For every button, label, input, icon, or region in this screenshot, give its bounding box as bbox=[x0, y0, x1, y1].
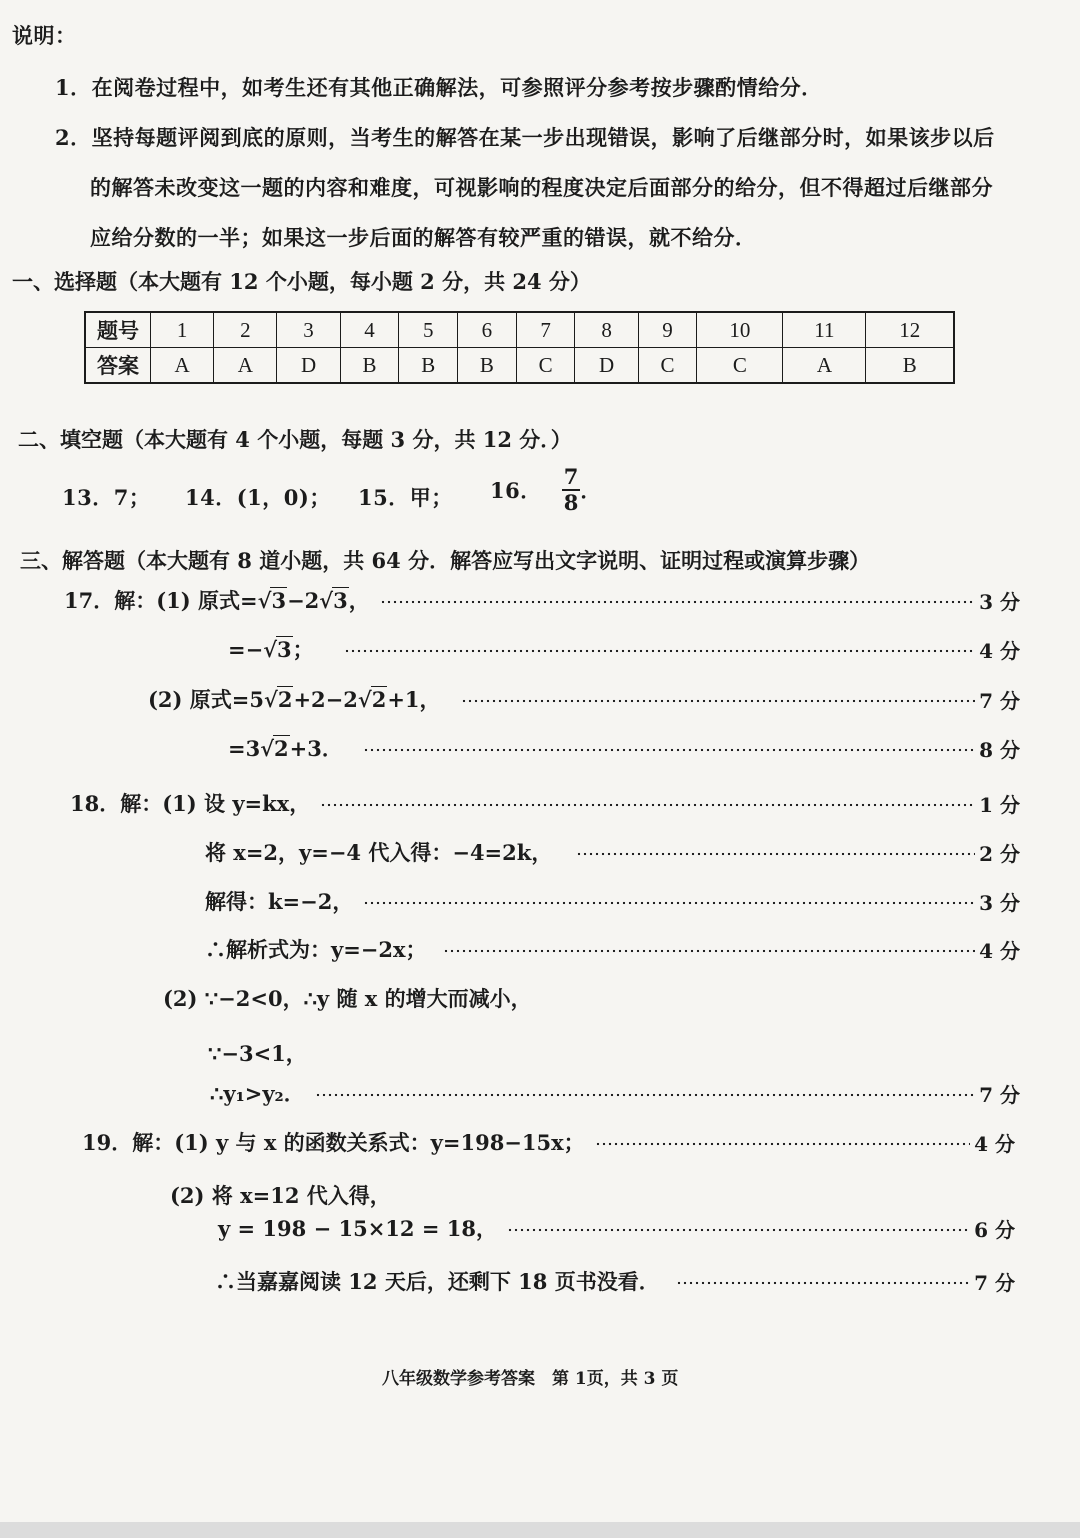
table-row-answers bbox=[85, 348, 954, 384]
page-footer: 八年级数学参考答案 第 1页，共 3 页 bbox=[382, 1369, 679, 1389]
dot-leader bbox=[363, 901, 975, 905]
question-number: 11 bbox=[783, 312, 866, 348]
dot-leader bbox=[380, 600, 975, 604]
q18-expression-6: ∵−3<1， bbox=[208, 1041, 307, 1066]
q18-line-7 bbox=[210, 1078, 1020, 1108]
answer-cell: D bbox=[575, 348, 638, 384]
table-row-question-numbers bbox=[85, 312, 954, 348]
answer-cell: B bbox=[458, 348, 517, 384]
section-1-title: 一、选择题（本大题有 12 个小题，每小题 2 分，共 24 分） bbox=[12, 269, 591, 294]
question-number: 1 bbox=[151, 312, 214, 348]
answer-14: 14．(1，0)； bbox=[185, 485, 331, 510]
q17-line-2 bbox=[228, 634, 1020, 664]
q17-expression-4: =3√2+3． bbox=[228, 736, 343, 761]
table-header-answer: 答案 bbox=[85, 348, 151, 384]
question-number: 2 bbox=[214, 312, 277, 348]
q19-expression-3: y = 198 − 15×12 = 18， bbox=[218, 1216, 497, 1241]
q18-expression-2: 将 x=2，y=−4 代入得：−4=2k， bbox=[205, 840, 553, 865]
question-number: 7 bbox=[516, 312, 575, 348]
bottom-edge-band bbox=[0, 1522, 1080, 1538]
dot-leader bbox=[363, 748, 975, 752]
answer-15: 15．甲； bbox=[358, 485, 453, 510]
q17-line-3 bbox=[148, 684, 1020, 714]
dot-leader bbox=[315, 1093, 975, 1097]
q18-line-3 bbox=[205, 886, 1020, 916]
q18-expression-4: ∴解析式为：y=−2x； bbox=[205, 937, 427, 962]
q18-expression-1: 18．解：(1) 设 y=kx， bbox=[70, 791, 311, 816]
dot-leader bbox=[676, 1281, 970, 1285]
score-label: 8 分 bbox=[979, 737, 1020, 762]
answer-cell: A bbox=[214, 348, 277, 384]
question-number: 10 bbox=[697, 312, 783, 348]
note-2-end: 应给分数的一半；如果这一步后面的解答有较严重的错误，就不给分． bbox=[90, 225, 757, 250]
answer-cell: C bbox=[516, 348, 575, 384]
q18-line-2 bbox=[205, 837, 1020, 867]
q17-expression-3: (2) 原式=5√2+2−2√2+1， bbox=[148, 687, 441, 712]
answer-cell: D bbox=[277, 348, 340, 384]
score-label: 6 分 bbox=[974, 1217, 1015, 1242]
score-label: 7 分 bbox=[979, 688, 1020, 713]
q19-expression-1: 19．解：(1) y 与 x 的函数关系式：y=198−15x； bbox=[82, 1130, 585, 1155]
answer-cell: A bbox=[783, 348, 866, 384]
answer-cell: B bbox=[399, 348, 458, 384]
question-number: 8 bbox=[575, 312, 638, 348]
dot-leader bbox=[443, 949, 976, 953]
notes-heading: 说明： bbox=[12, 23, 77, 48]
question-number: 5 bbox=[399, 312, 458, 348]
score-label: 3 分 bbox=[979, 589, 1020, 614]
multiple-choice-answer-table bbox=[84, 311, 955, 384]
score-label: 4 分 bbox=[974, 1131, 1015, 1156]
answer-cell: A bbox=[151, 348, 214, 384]
q18-line-4 bbox=[205, 934, 1020, 964]
q17-line-1 bbox=[64, 585, 1020, 615]
answer-cell: B bbox=[340, 348, 399, 384]
answer-cell: B bbox=[866, 348, 954, 384]
section-2-title: 二、填空题（本大题有 4 个小题，每题 3 分，共 12 分．） bbox=[18, 427, 572, 452]
dot-leader bbox=[344, 649, 975, 653]
answer-16-period: ． bbox=[580, 478, 602, 503]
score-label: 1 分 bbox=[979, 792, 1020, 817]
question-number: 3 bbox=[277, 312, 340, 348]
score-label: 7 分 bbox=[974, 1270, 1015, 1295]
question-number: 6 bbox=[458, 312, 517, 348]
q18-expression-7: ∴y₁>y₂． bbox=[210, 1081, 305, 1106]
score-label: 3 分 bbox=[979, 890, 1020, 915]
score-label: 7 分 bbox=[979, 1082, 1020, 1107]
q17-expression-1: 17．解：(1) 原式=√3−2√3， bbox=[64, 588, 370, 613]
note-1: 1．在阅卷过程中，如考生还有其他正确解法，可参照评分参考按步骤酌情给分． bbox=[55, 75, 823, 100]
dot-leader bbox=[576, 852, 975, 856]
score-label: 4 分 bbox=[979, 638, 1020, 663]
note-2-continued: 的解答未改变这一题的内容和难度，可视影响的程度决定后面部分的给分，但不得超过后继部分 bbox=[90, 175, 993, 200]
answer-16-label: 16． bbox=[490, 478, 542, 503]
fraction-denominator: 8 bbox=[563, 490, 579, 515]
q19-expression-4: ∴当嘉嘉阅读 12 天后，还剩下 18 页书没看． bbox=[215, 1269, 660, 1294]
question-number: 9 bbox=[638, 312, 697, 348]
fraction-seven-eighths bbox=[562, 465, 581, 515]
q18-expression-5: (2) ∵−2<0，∴y 随 x 的增大而减小， bbox=[163, 986, 532, 1011]
dot-leader bbox=[461, 699, 976, 703]
note-2: 2．坚持每题评阅到底的原则，当考生的解答在某一步出现错误，影响了后继部分时，如果该步以后 bbox=[55, 125, 995, 150]
dot-leader bbox=[595, 1142, 970, 1146]
table-header-question-number: 题号 bbox=[85, 312, 151, 348]
dot-leader bbox=[507, 1228, 970, 1232]
answer-16 bbox=[490, 465, 602, 515]
answer-cell: C bbox=[697, 348, 783, 384]
q17-expression-2: =−√3； bbox=[228, 637, 314, 662]
answer-13: 13．7； bbox=[62, 485, 151, 510]
q18-line-1 bbox=[70, 788, 1020, 818]
dot-leader bbox=[320, 803, 975, 807]
q19-line-4 bbox=[215, 1266, 1015, 1296]
question-number: 4 bbox=[340, 312, 399, 348]
section-3-title: 三、解答题（本大题有 8 道小题，共 64 分．解答应写出文字说明、证明过程或演算步骤） bbox=[20, 548, 871, 573]
q19-line-3 bbox=[218, 1213, 1015, 1243]
q18-expression-3: 解得：k=−2， bbox=[205, 889, 354, 914]
q19-line-1 bbox=[82, 1127, 1015, 1157]
question-number: 12 bbox=[866, 312, 954, 348]
q17-line-4 bbox=[228, 733, 1020, 763]
answer-cell: C bbox=[638, 348, 697, 384]
score-label: 4 分 bbox=[979, 938, 1020, 963]
fraction-numerator: 7 bbox=[563, 464, 579, 489]
score-label: 2 分 bbox=[979, 841, 1020, 866]
q19-expression-2: (2) 将 x=12 代入得， bbox=[170, 1183, 391, 1208]
